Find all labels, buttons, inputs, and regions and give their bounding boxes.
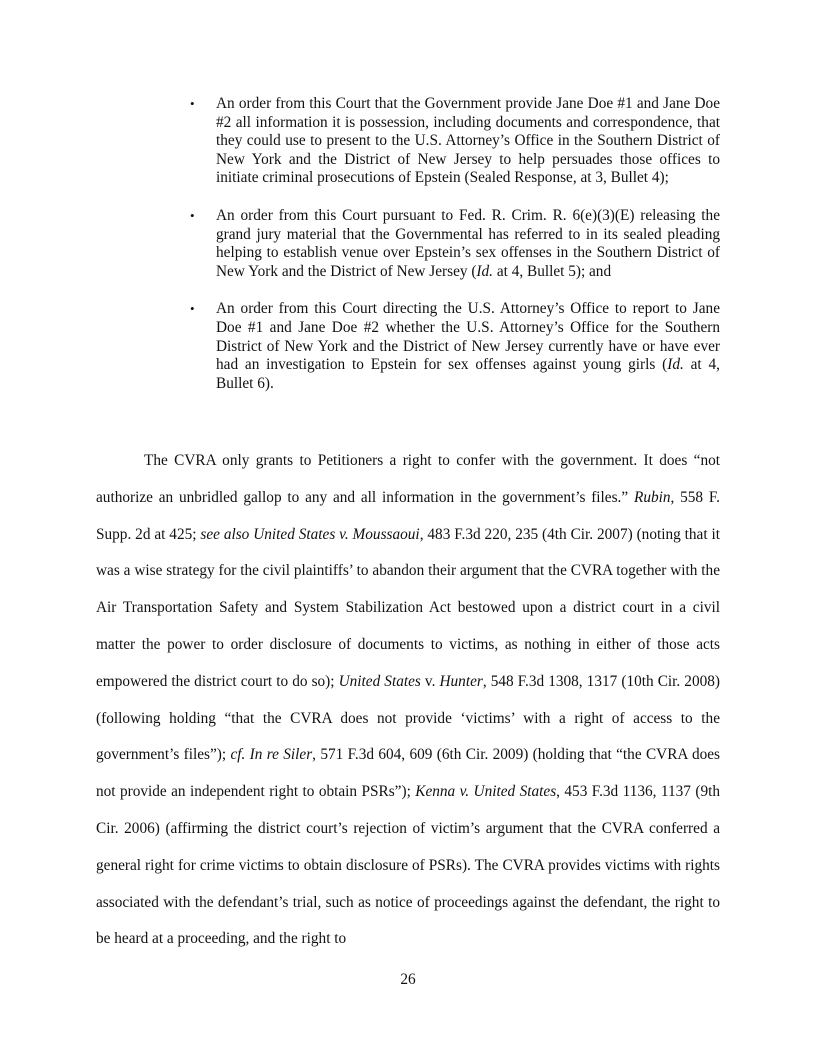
paragraph-text: The CVRA only grants to Petitioners a right to confer with the government. It does “not authorize an unbridled gallop to any and all information in the government’s files.” (96, 452, 720, 506)
paragraph-text: , 483 F.3d 220, 235 (4th Cir. 2007) (noting that it was a wise strategy for the civil plaintiffs’ to abandon their argument that the CVRA together with the Air Transportation Safety and System Stabilization Act bestowed upon a district court in a civil matter the power to order disclosure of documents to victims, as nothing in either of those acts empowered the district court to do so); (96, 525, 720, 690)
list-item (190, 95, 720, 188)
list-item-text: An order from this Court directing the U.S. Attorney’s Office to report to Jane Doe #1 and Jane Doe #2 whether the U.S. Attorney’s Office for the Southern District of New York and the District of New Jersey currently have or have ever had an investigation to Epstein for sex offenses against young girls ( (216, 300, 720, 374)
case-name: cf. In re Siler (230, 746, 313, 764)
bullet-marker: • (190, 207, 195, 223)
list-item (190, 300, 720, 393)
case-name: United States (338, 672, 421, 690)
list-item-text: An order from this Court pursuant to Fed. R. Crim. R. 6(e)(3)(E) releasing the grand jury material that the Governmental has referred to in its sealed pleading helping to establish venue over Epstein’s sex offenses in the Southern District of New York and the District of New Jersey ( (216, 206, 720, 280)
body-paragraph (96, 443, 720, 958)
case-name: see also United States v. Moussaoui (200, 525, 420, 543)
case-name: Kenna v. United States (415, 783, 557, 801)
case-name: Rubin (633, 488, 671, 506)
bullet-marker: • (190, 96, 195, 111)
list-item-text: at 4, Bullet 5); and (493, 262, 612, 280)
list-item (190, 207, 720, 281)
paragraph-text: , 548 F.3d 1308, 1317 (10th Cir. 2008) (following holding “that the CVRA does not provide ‘victims’ with a right of access to the government’s files”); (96, 672, 720, 764)
case-name: Hunter (439, 672, 483, 690)
requested-orders-list (190, 95, 720, 412)
list-item-text: at 4, Bullet 6). (216, 356, 720, 392)
list-item-text: An order from this Court that the Government provide Jane Doe #1 and Jane Doe #2 all information it is possession, including documents and correspondence, that they could use to present to the U.S. Attorney’s Office in the Southern District of New York and the District of New Jersey to help persuades those offices to initiate criminal prosecutions of Epstein (Sealed Response, at 3, Bullet 4); (216, 95, 720, 187)
paragraph-text: , 558 F. Supp. 2d at 425; (96, 488, 720, 543)
paragraph-text: v. (420, 672, 440, 690)
citation: Id. (476, 262, 493, 280)
bullet-marker: • (190, 301, 195, 317)
page-number: 26 (400, 971, 416, 988)
paragraph-text: , 571 F.3d 604, 609 (6th Cir. 2009) (holding that “the CVRA does not provide an independent right to obtain PSRs”); (96, 746, 720, 801)
citation: Id. (667, 356, 684, 374)
paragraph-text: , 453 F.3d 1136, 1137 (9th Cir. 2006) (affirming the district court’s rejection of victim’s argument that the CVRA conferred a general right for crime victims to obtain disclosure of PSRs). The CVRA provides victims with rights associated with the defendant’s trial, such as notice of proceedings against the defendant, the right to be heard at a proceeding, and the right to (96, 783, 721, 948)
